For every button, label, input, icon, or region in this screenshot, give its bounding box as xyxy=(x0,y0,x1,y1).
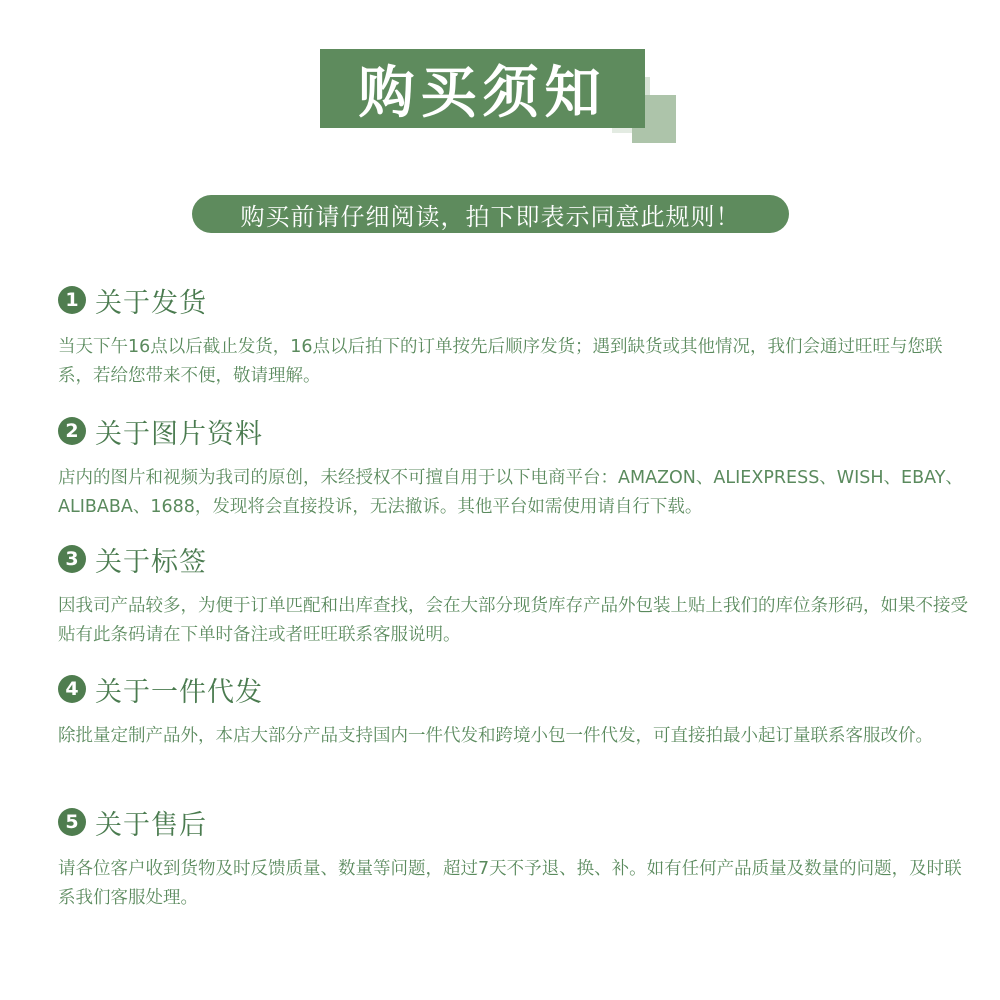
section-shipping xyxy=(58,283,973,391)
section-header xyxy=(58,805,973,839)
section-dropshipping xyxy=(58,672,973,751)
section-header xyxy=(58,283,973,317)
page-title: 购买须知 xyxy=(320,49,645,128)
section-header xyxy=(58,672,973,706)
subtitle-banner: 购买前请仔细阅读，拍下即表示同意此规则！ xyxy=(192,195,789,233)
section-title: 关于售后 xyxy=(95,809,207,841)
section-header xyxy=(58,414,973,448)
title-block xyxy=(320,49,680,149)
section-title: 关于一件代发 xyxy=(95,676,263,708)
section-body: 店内的图片和视频为我司的原创，未经授权不可擅自用于以下电商平台：AMAZON、ALIEXPRESS、WISH、EBAY、ALIBABA、1688，发现将会直接投诉，无法撤诉。其他平台如需使用请自行下载。 xyxy=(58,468,963,517)
section-body: 因我司产品较多，为便于订单匹配和出库查找，会在大部分现货库存产品外包装上贴上我们的库位条形码，如果不接受贴有此条码请在下单时备注或者旺旺联系客服说明。 xyxy=(58,596,968,645)
section-title: 关于发货 xyxy=(95,287,207,319)
section-images xyxy=(58,414,973,522)
number-badge: 2 xyxy=(58,417,86,445)
number-badge: 3 xyxy=(58,545,86,573)
section-title: 关于图片资料 xyxy=(95,418,263,450)
section-labels xyxy=(58,542,973,650)
section-body: 请各位客户收到货物及时反馈质量、数量等问题，超过7天不予退、换、补。如有任何产品质量及数量的问题，及时联系我们客服处理。 xyxy=(58,859,962,908)
section-body: 除批量定制产品外，本店大部分产品支持国内一件代发和跨境小包一件代发，可直接拍最小起订量联系客服改价。 xyxy=(58,726,933,746)
number-badge: 1 xyxy=(58,286,86,314)
section-body: 当天下午16点以后截止发货，16点以后拍下的订单按先后顺序发货；遇到缺货或其他情况，我们会通过旺旺与您联系，若给您带来不便，敬请理解。 xyxy=(58,337,943,386)
section-after-sales xyxy=(58,805,973,913)
number-badge: 4 xyxy=(58,675,86,703)
section-header xyxy=(58,542,973,576)
section-title: 关于标签 xyxy=(95,546,207,578)
number-badge: 5 xyxy=(58,808,86,836)
